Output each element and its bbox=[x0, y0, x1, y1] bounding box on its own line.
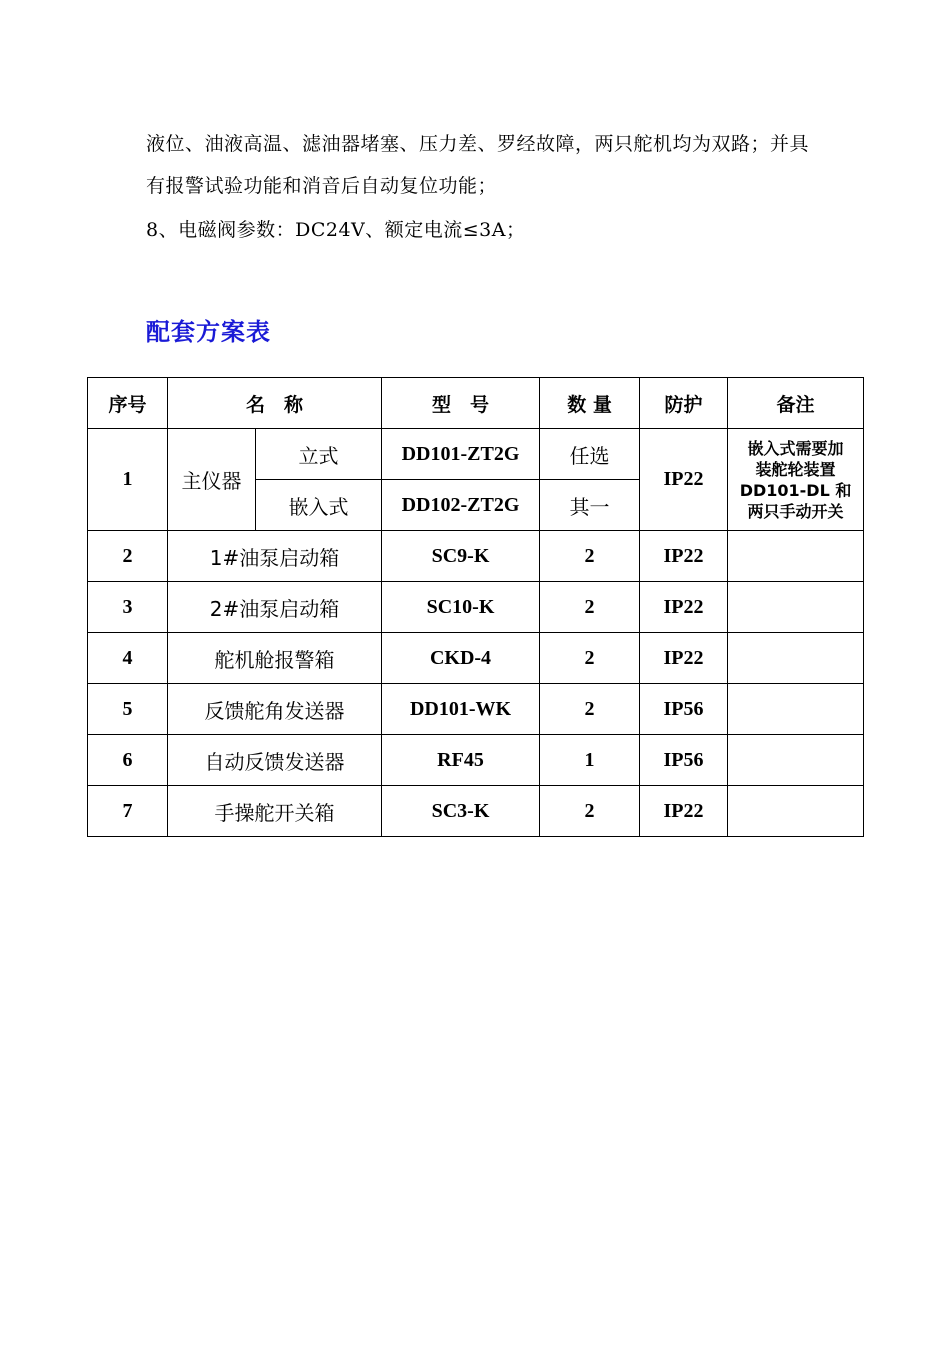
row-no: 2 bbox=[88, 531, 168, 582]
row-no: 3 bbox=[88, 582, 168, 633]
table-row bbox=[88, 429, 864, 480]
row1-sub1-model: DD101-ZT2G bbox=[382, 429, 540, 480]
row-remark bbox=[728, 633, 864, 684]
row-remark bbox=[728, 735, 864, 786]
row1-name: 主仪器 bbox=[168, 429, 256, 531]
row1-remark bbox=[728, 429, 864, 531]
table-row bbox=[88, 735, 864, 786]
equipment-table bbox=[87, 377, 864, 837]
body-paragraph-alarms: 液位、油液高温、滤油器堵塞、压力差、罗经故障，两只舵机均为双路；并具有报警试验功能和消音后自动复位功能； bbox=[146, 133, 810, 197]
table-row bbox=[88, 633, 864, 684]
table-header-row bbox=[88, 378, 864, 429]
remark-line: 装舵轮装置 bbox=[755, 459, 836, 479]
row-qty: 2 bbox=[540, 633, 640, 684]
row-name: 手操舵开关箱 bbox=[168, 786, 382, 837]
row-protection: IP56 bbox=[640, 684, 728, 735]
remark-line: 嵌入式需要加 bbox=[747, 438, 844, 458]
row1-qty-line1: 任选 bbox=[540, 429, 640, 480]
row-model: CKD-4 bbox=[382, 633, 540, 684]
row-model: DD101-WK bbox=[382, 684, 540, 735]
row-name: 舵机舱报警箱 bbox=[168, 633, 382, 684]
header-no: 序号 bbox=[88, 378, 168, 429]
header-model: 型 号 bbox=[382, 378, 540, 429]
row-no: 4 bbox=[88, 633, 168, 684]
row-remark bbox=[728, 531, 864, 582]
remark-line: DD101-DL 和 bbox=[739, 480, 852, 500]
row-protection: IP22 bbox=[640, 531, 728, 582]
row-remark bbox=[728, 582, 864, 633]
row-name: 反馈舵角发送器 bbox=[168, 684, 382, 735]
section-heading: 配套方案表 bbox=[146, 318, 271, 346]
row-model: SC9-K bbox=[382, 531, 540, 582]
row-remark bbox=[728, 786, 864, 837]
row-qty: 2 bbox=[540, 582, 640, 633]
remark-line: 两只手动开关 bbox=[747, 501, 844, 521]
header-remark: 备注 bbox=[728, 378, 864, 429]
row1-sub2-model: DD102-ZT2G bbox=[382, 480, 540, 531]
table-row bbox=[88, 786, 864, 837]
row-protection: IP22 bbox=[640, 786, 728, 837]
row-protection: IP22 bbox=[640, 582, 728, 633]
row1-sub2-type: 嵌入式 bbox=[256, 480, 382, 531]
row1-protection: IP22 bbox=[640, 429, 728, 531]
row-protection: IP56 bbox=[640, 735, 728, 786]
row-qty: 1 bbox=[540, 735, 640, 786]
row1-sub1-type: 立式 bbox=[256, 429, 382, 480]
table-row bbox=[88, 531, 864, 582]
header-protection: 防护 bbox=[640, 378, 728, 429]
table-row bbox=[88, 582, 864, 633]
row1-qty-line2: 其一 bbox=[540, 480, 640, 531]
table-row bbox=[88, 684, 864, 735]
row-no: 5 bbox=[88, 684, 168, 735]
row-qty: 2 bbox=[540, 786, 640, 837]
row-remark bbox=[728, 684, 864, 735]
header-name: 名 称 bbox=[168, 378, 382, 429]
row-model: SC10-K bbox=[382, 582, 540, 633]
row-name: 1#油泵启动箱 bbox=[168, 531, 382, 582]
row-model: RF45 bbox=[382, 735, 540, 786]
row-protection: IP22 bbox=[640, 633, 728, 684]
body-paragraph-valve-params: 8、电磁阀参数：DC24V、额定电流≤3A； bbox=[146, 219, 526, 241]
header-qty: 数 量 bbox=[540, 378, 640, 429]
row-model: SC3-K bbox=[382, 786, 540, 837]
row-name: 2#油泵启动箱 bbox=[168, 582, 382, 633]
row-qty: 2 bbox=[540, 684, 640, 735]
row-no: 7 bbox=[88, 786, 168, 837]
row-name: 自动反馈发送器 bbox=[168, 735, 382, 786]
row1-no: 1 bbox=[88, 429, 168, 531]
row-no: 6 bbox=[88, 735, 168, 786]
row-qty: 2 bbox=[540, 531, 640, 582]
